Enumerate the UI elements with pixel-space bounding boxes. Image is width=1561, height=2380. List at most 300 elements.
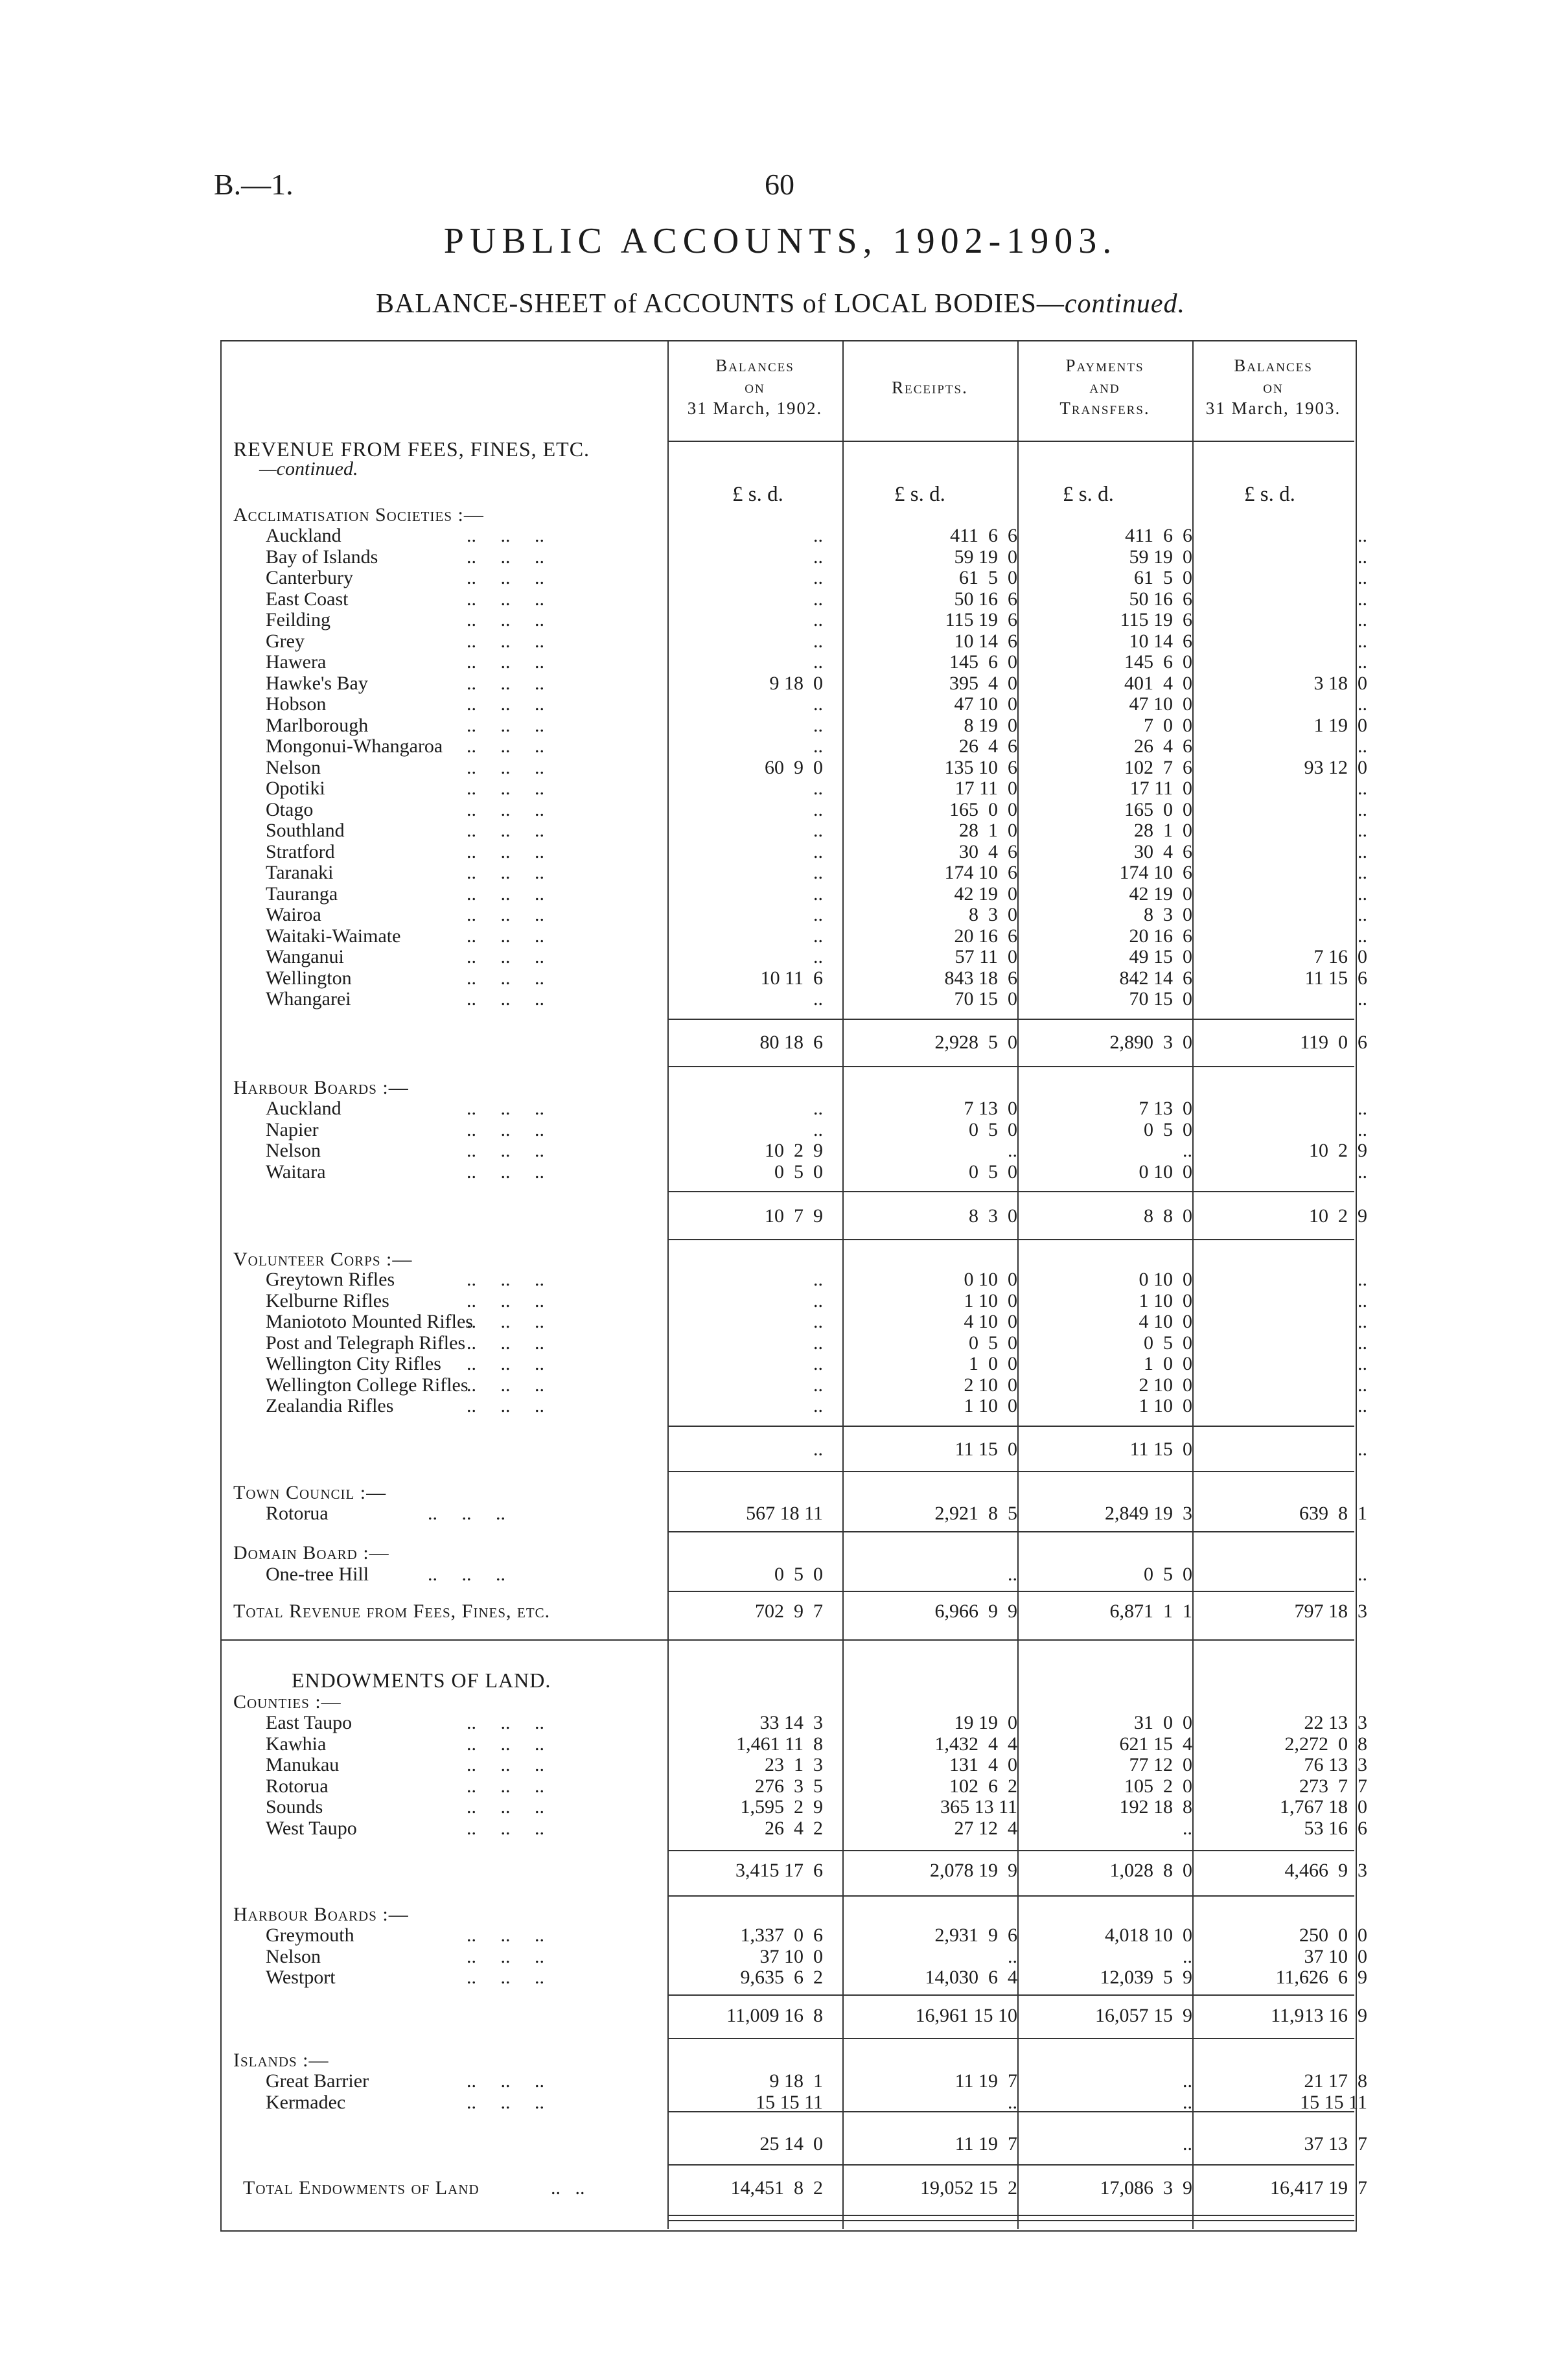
table-row xyxy=(220,2091,1367,2113)
total-cell: 6,966 9 9 xyxy=(934,1600,1017,1622)
subtotal-rule xyxy=(667,1895,1354,1897)
subtotal-row-acclimatisation xyxy=(220,1032,1367,1053)
subtotal-cell: 25 14 0 xyxy=(759,2133,823,2155)
cell-balance-1903: 250 0 0 xyxy=(1299,1924,1367,1946)
total-cell: 14,451 8 2 xyxy=(730,2177,823,2199)
cell-balance-1903: .. xyxy=(1358,820,1367,841)
table-row xyxy=(220,756,1367,778)
cell-receipts: 0 10 0 xyxy=(964,1269,1017,1290)
total-row-endowments xyxy=(220,2177,1367,2199)
cell-balance-1902: .. xyxy=(813,1374,823,1396)
cell-payments: 842 14 6 xyxy=(1119,967,1192,989)
cell-receipts: 8 3 0 xyxy=(969,904,1017,925)
subtotal-rule xyxy=(667,2111,1354,2112)
subtotal-cell: 3,415 17 6 xyxy=(735,1860,823,1881)
cell-balance-1903: .. xyxy=(1358,1311,1367,1332)
cell-balance-1902: 1,461 11 8 xyxy=(736,1733,823,1755)
cell-receipts: 102 6 2 xyxy=(949,1775,1017,1797)
leader-dots: .. .. .. xyxy=(467,904,544,925)
col-head-line: Payments xyxy=(1065,356,1144,375)
group-heading-counties xyxy=(220,1691,1354,1712)
section-title-endowments xyxy=(220,1669,1354,1692)
row-label: Greytown Rifles xyxy=(266,1269,395,1290)
table-row xyxy=(220,1945,1367,1967)
cell-receipts: .. xyxy=(1008,1140,1017,1161)
cell-balance-1903: 7 16 0 xyxy=(1313,946,1367,967)
table-row xyxy=(220,1503,1367,1524)
subtotal-cell: 10 2 9 xyxy=(1309,1205,1367,1227)
table-row xyxy=(220,609,1367,630)
table-row xyxy=(220,2070,1367,2092)
cell-balance-1902: 1,595 2 9 xyxy=(740,1796,823,1818)
row-label: Waitara xyxy=(266,1161,326,1183)
cell-receipts: 115 19 6 xyxy=(945,609,1017,630)
table-row xyxy=(220,1775,1367,1797)
cell-balance-1903: .. xyxy=(1358,1395,1367,1416)
cell-receipts: 57 11 0 xyxy=(954,946,1017,967)
cell-payments: .. xyxy=(1183,2070,1192,2092)
col-head-line: Transfers. xyxy=(1059,399,1150,418)
row-label: Wellington xyxy=(266,967,352,989)
group-heading-acclimatisation xyxy=(220,504,1354,525)
cell-payments: 47 10 0 xyxy=(1129,693,1192,715)
table-row xyxy=(220,672,1367,694)
group-heading-islands xyxy=(220,2050,1354,2070)
leader-dots: .. .. .. xyxy=(467,609,544,630)
cell-balance-1902: .. xyxy=(813,862,823,883)
subtotal-cell: 16,961 15 10 xyxy=(915,2005,1017,2026)
group-heading-text: Harbour Boards :— xyxy=(233,1904,409,1925)
cell-receipts: 174 10 6 xyxy=(944,862,1017,883)
row-label: Bay of Islands xyxy=(266,546,378,568)
leader-dots: .. .. xyxy=(551,2177,585,2199)
col-head-balances-1903 xyxy=(1192,355,1354,419)
cell-balance-1903: .. xyxy=(1358,1161,1367,1183)
page-number: 60 xyxy=(765,168,794,201)
row-label: Wanganui xyxy=(266,946,344,967)
cell-balance-1903: .. xyxy=(1358,735,1367,757)
cell-payments: 17 11 0 xyxy=(1129,778,1192,799)
row-label: Hobson xyxy=(266,693,327,715)
section-continued xyxy=(220,458,1354,479)
table-row xyxy=(220,1098,1367,1119)
group-heading-harbour-endowment xyxy=(220,1904,1354,1924)
leader-dots: .. .. .. xyxy=(467,1289,544,1311)
cell-payments: 165 0 0 xyxy=(1124,798,1192,820)
leader-dots: .. .. .. xyxy=(467,1395,544,1416)
leader-dots: .. .. .. xyxy=(467,967,544,989)
subtotal-cell: 11 15 0 xyxy=(1129,1438,1192,1460)
cell-balance-1903: 11 15 6 xyxy=(1304,967,1367,989)
col-head-payments xyxy=(1017,355,1192,419)
cell-balance-1902: 60 9 0 xyxy=(765,756,823,778)
cell-receipts: 1 0 0 xyxy=(969,1353,1017,1374)
cell-balance-1903: 15 15 11 xyxy=(1300,2091,1367,2113)
subtotal-row-volunteer xyxy=(220,1438,1367,1460)
cell-balance-1903: .. xyxy=(1358,925,1367,947)
subtotal-cell: 37 13 7 xyxy=(1304,2133,1367,2155)
cell-payments: 49 15 0 xyxy=(1129,946,1192,967)
cell-payments: 10 14 6 xyxy=(1129,630,1192,652)
col-head-line: Balances xyxy=(1234,356,1313,375)
row-label: Grey xyxy=(266,630,305,652)
cell-balance-1902: .. xyxy=(813,1289,823,1311)
cell-balance-1902: 1,337 0 6 xyxy=(740,1924,823,1946)
cell-balance-1903: 2,272 0 8 xyxy=(1284,1733,1367,1755)
leader-dots: .. .. .. xyxy=(467,1967,544,1988)
cell-receipts: 50 16 6 xyxy=(954,588,1017,610)
subtotal-cell: 8 8 0 xyxy=(1144,1205,1192,1227)
group-rule xyxy=(667,1531,1354,1532)
table-row xyxy=(220,1733,1367,1755)
cell-balance-1902: 0 5 0 xyxy=(774,1564,823,1585)
unit-label-col2: £ s. d. xyxy=(894,483,945,506)
table-row xyxy=(220,1967,1367,1988)
total-label: Total Revenue from Fees, Fines, etc. xyxy=(233,1600,551,1622)
cell-payments: 192 18 8 xyxy=(1119,1796,1192,1818)
total-cell: 16,417 19 7 xyxy=(1270,2177,1367,2199)
section-title-text: ENDOWMENTS OF LAND. xyxy=(292,1669,551,1692)
cell-receipts: 2,931 9 6 xyxy=(934,1924,1017,1946)
leader-dots: .. .. .. xyxy=(467,567,544,588)
group-heading-volunteer xyxy=(220,1249,1354,1269)
cell-balance-1903: .. xyxy=(1358,1374,1367,1396)
cell-receipts: 131 4 0 xyxy=(949,1754,1017,1775)
subtitle-main: BALANCE-SHEET of ACCOUNTS of LOCAL BODIES— xyxy=(376,289,1065,319)
group-heading-text: Harbour Boards :— xyxy=(233,1077,409,1098)
cell-balance-1902: .. xyxy=(813,651,823,673)
subtotal-cell: 2,078 19 9 xyxy=(930,1860,1017,1881)
cell-balance-1902: .. xyxy=(813,1353,823,1374)
row-label: Westport xyxy=(266,1967,336,1988)
col-head-line: on xyxy=(745,377,765,397)
subtotal-cell: 8 3 0 xyxy=(969,1205,1017,1227)
cell-payments: 1 10 0 xyxy=(1139,1395,1192,1416)
cell-balance-1903: 22 13 3 xyxy=(1304,1712,1367,1733)
subtotal-rule xyxy=(667,1191,1354,1192)
cell-balance-1902: .. xyxy=(813,567,823,588)
row-label: Napier xyxy=(266,1118,319,1140)
subtotal-cell: 11,009 16 8 xyxy=(726,2005,823,2026)
cell-balance-1903: .. xyxy=(1358,840,1367,862)
subtotal-rule xyxy=(667,2038,1354,2039)
cell-payments: 26 4 6 xyxy=(1134,735,1192,757)
cell-receipts: .. xyxy=(1008,1945,1017,1967)
cell-payments: 77 12 0 xyxy=(1129,1754,1192,1775)
cell-balance-1902: .. xyxy=(813,546,823,568)
cell-payments: 31 0 0 xyxy=(1134,1712,1192,1733)
cell-receipts: 7 13 0 xyxy=(964,1098,1017,1119)
cell-balance-1902: .. xyxy=(813,714,823,736)
group-heading-text: Volunteer Corps :— xyxy=(233,1249,413,1270)
row-label: West Taupo xyxy=(266,1817,357,1839)
leader-dots: .. .. .. xyxy=(467,756,544,778)
cell-balance-1903: .. xyxy=(1358,693,1367,715)
cell-balance-1903: .. xyxy=(1358,883,1367,905)
cell-receipts: 395 4 0 xyxy=(949,672,1017,694)
col-head-line: 31 March, 1902. xyxy=(687,399,823,418)
table-row xyxy=(220,967,1367,989)
subtotal-cell: 1,028 8 0 xyxy=(1109,1860,1192,1881)
cell-receipts: 0 5 0 xyxy=(969,1332,1017,1354)
leader-dots: .. .. .. xyxy=(467,525,544,546)
cell-balance-1902: 33 14 3 xyxy=(759,1712,823,1733)
cell-balance-1902: 10 11 6 xyxy=(760,967,823,989)
leader-dots: .. .. .. xyxy=(467,1817,544,1839)
subtotal-cell: 11 19 7 xyxy=(954,2133,1017,2155)
leader-dots: .. .. .. xyxy=(467,1924,544,1946)
cell-payments: 145 6 0 xyxy=(1124,651,1192,673)
cell-balance-1903: .. xyxy=(1358,1269,1367,1290)
row-label: Hawke's Bay xyxy=(266,672,368,694)
group-heading-text: Town Council :— xyxy=(233,1482,387,1503)
cell-payments: 0 10 0 xyxy=(1139,1161,1192,1183)
unit-label-col1: £ s. d. xyxy=(732,483,783,506)
leader-dots: .. .. .. xyxy=(467,1311,544,1332)
leader-dots: .. .. .. xyxy=(467,1775,544,1797)
cell-receipts: 4 10 0 xyxy=(964,1311,1017,1332)
cell-payments: 4,018 10 0 xyxy=(1105,1924,1192,1946)
section-title-revenue xyxy=(220,437,1354,461)
table-row xyxy=(220,798,1367,820)
row-label: Nelson xyxy=(266,1945,321,1967)
row-label: Zealandia Rifles xyxy=(266,1395,394,1416)
leader-dots: .. .. .. xyxy=(467,630,544,652)
cell-balance-1902: .. xyxy=(813,1395,823,1416)
cell-balance-1903: .. xyxy=(1358,525,1367,546)
cell-receipts: 0 5 0 xyxy=(969,1118,1017,1140)
table-row xyxy=(220,1269,1367,1290)
cell-balance-1903: .. xyxy=(1358,1564,1367,1585)
subtotal-row-counties xyxy=(220,1860,1367,1881)
row-label: Mongonui-Whangaroa xyxy=(266,735,443,757)
cell-balance-1902: 23 1 3 xyxy=(765,1754,823,1775)
cell-balance-1903: .. xyxy=(1358,630,1367,652)
unit-label-col3: £ s. d. xyxy=(1063,483,1114,506)
cell-payments: 4 10 0 xyxy=(1139,1311,1192,1332)
leader-dots: .. .. .. xyxy=(467,693,544,715)
cell-receipts: 42 19 0 xyxy=(954,883,1017,905)
table-row xyxy=(220,651,1367,673)
cell-payments: 8 3 0 xyxy=(1144,904,1192,925)
unit-label-col4: £ s. d. xyxy=(1244,483,1295,506)
subtotal-rule xyxy=(667,2164,1354,2166)
subtotal-cell: 4,466 9 3 xyxy=(1284,1860,1367,1881)
leader-dots: .. .. .. xyxy=(467,588,544,610)
row-label: Nelson xyxy=(266,1140,321,1161)
cell-balance-1902: 10 2 9 xyxy=(765,1140,823,1161)
row-label: Manukau xyxy=(266,1754,340,1775)
leader-dots: .. .. .. xyxy=(428,1503,505,1524)
table-row xyxy=(220,1395,1367,1416)
leader-dots: .. .. .. xyxy=(467,1733,544,1755)
cell-balance-1902: .. xyxy=(813,609,823,630)
cell-receipts: 1 10 0 xyxy=(964,1289,1017,1311)
cell-balance-1902: .. xyxy=(813,798,823,820)
subtotal-rule xyxy=(667,1850,1354,1851)
cell-payments: 20 16 6 xyxy=(1129,925,1192,947)
subtotal-cell: 80 18 6 xyxy=(759,1032,823,1053)
cell-receipts: 61 5 0 xyxy=(959,567,1017,588)
row-label: Maniototo Mounted Rifles xyxy=(266,1311,473,1332)
leader-dots: .. .. .. xyxy=(467,1796,544,1818)
leader-dots: .. .. .. xyxy=(467,2070,544,2092)
table-row xyxy=(220,820,1367,841)
cell-payments: 174 10 6 xyxy=(1119,862,1192,883)
cell-payments: 42 19 0 xyxy=(1129,883,1192,905)
row-label: Whangarei xyxy=(266,988,351,1010)
cell-payments: 115 19 6 xyxy=(1120,609,1192,630)
cell-balance-1903: 273 7 7 xyxy=(1299,1775,1367,1797)
cell-balance-1902: .. xyxy=(813,925,823,947)
cell-balance-1903: .. xyxy=(1358,1118,1367,1140)
leader-dots: .. .. .. xyxy=(467,1945,544,1967)
table-row xyxy=(220,1140,1367,1161)
table-row xyxy=(220,693,1367,715)
cell-balance-1903: 93 12 0 xyxy=(1304,756,1367,778)
cell-payments: 59 19 0 xyxy=(1129,546,1192,568)
cell-balance-1903: .. xyxy=(1358,546,1367,568)
cell-balance-1902: .. xyxy=(813,988,823,1010)
cell-payments: 0 5 0 xyxy=(1144,1564,1192,1585)
cell-balance-1903: 10 2 9 xyxy=(1309,1140,1367,1161)
cell-balance-1903: .. xyxy=(1358,1332,1367,1354)
table-row xyxy=(220,1161,1367,1183)
subtitle-continued: continued. xyxy=(1064,289,1185,319)
cell-balance-1902: 15 15 11 xyxy=(756,2091,823,2113)
subtotal-cell: 2,928 5 0 xyxy=(934,1032,1017,1053)
cell-payments: .. xyxy=(1183,2091,1192,2113)
cell-receipts: 135 10 6 xyxy=(944,756,1017,778)
table-row xyxy=(220,778,1367,799)
table-row xyxy=(220,946,1367,967)
cell-receipts: 14,030 6 4 xyxy=(925,1967,1017,1988)
leader-dots: .. .. .. xyxy=(467,1332,544,1354)
cell-payments: .. xyxy=(1183,1945,1192,1967)
cell-receipts: .. xyxy=(1008,2091,1017,2113)
cell-payments: 401 4 0 xyxy=(1124,672,1192,694)
cell-payments: 0 5 0 xyxy=(1144,1332,1192,1354)
subtotal-row-harbour-endowment xyxy=(220,2005,1367,2026)
group-rule xyxy=(667,1591,1354,1592)
col-head-line: 31 March, 1903. xyxy=(1205,399,1341,418)
cell-balance-1902: .. xyxy=(813,1311,823,1332)
subtotal-rule xyxy=(667,1019,1354,1020)
table-row xyxy=(220,546,1367,568)
leader-dots: .. .. .. xyxy=(467,925,544,947)
row-label: Nelson xyxy=(266,756,321,778)
leader-dots: .. .. .. xyxy=(467,820,544,841)
leader-dots: .. .. .. xyxy=(467,2091,544,2113)
cell-balance-1902: 0 5 0 xyxy=(774,1161,823,1183)
row-label: Auckland xyxy=(266,525,341,546)
cell-balance-1903: .. xyxy=(1358,567,1367,588)
subtotal-cell: 2,890 3 0 xyxy=(1109,1032,1192,1053)
group-heading-text: Islands :— xyxy=(233,2050,329,2071)
cell-balance-1903: .. xyxy=(1358,988,1367,1010)
cell-payments: 621 15 4 xyxy=(1119,1733,1192,1755)
cell-receipts: 27 12 4 xyxy=(954,1817,1017,1839)
cell-receipts: 19 19 0 xyxy=(954,1712,1017,1733)
leader-dots: .. .. .. xyxy=(467,883,544,905)
group-heading-domain-board xyxy=(220,1542,1354,1563)
cell-receipts: .. xyxy=(1008,1564,1017,1585)
row-label: Greymouth xyxy=(266,1924,354,1946)
group-heading-harbour-revenue xyxy=(220,1077,1354,1098)
cell-payments: .. xyxy=(1183,1140,1192,1161)
total-cell: 797 18 3 xyxy=(1294,1600,1367,1622)
table-row xyxy=(220,630,1367,652)
leader-dots: .. .. .. xyxy=(467,1161,544,1183)
table-row xyxy=(220,904,1367,925)
cell-balance-1902: .. xyxy=(813,840,823,862)
row-label: East Taupo xyxy=(266,1712,353,1733)
cell-receipts: 1,432 4 4 xyxy=(934,1733,1017,1755)
cell-receipts: 47 10 0 xyxy=(954,693,1017,715)
cell-payments: 30 4 6 xyxy=(1134,840,1192,862)
cell-balance-1902: .. xyxy=(813,693,823,715)
cell-payments: 28 1 0 xyxy=(1134,820,1192,841)
cell-receipts: 145 6 0 xyxy=(949,651,1017,673)
cell-receipts: 843 18 6 xyxy=(944,967,1017,989)
cell-balance-1902: .. xyxy=(813,1332,823,1354)
section-title-text: REVENUE FROM FEES, FINES, ETC. xyxy=(233,437,590,461)
table-row xyxy=(220,925,1367,947)
bottom-rule xyxy=(667,2215,1354,2216)
cell-payments: 105 2 0 xyxy=(1124,1775,1192,1797)
row-label: Kawhia xyxy=(266,1733,327,1755)
cell-payments: 61 5 0 xyxy=(1134,567,1192,588)
row-label: Southland xyxy=(266,820,345,841)
cell-payments: 0 5 0 xyxy=(1144,1118,1192,1140)
cell-balance-1902: .. xyxy=(813,630,823,652)
col-head-line: and xyxy=(1089,377,1120,397)
leader-dots: .. .. .. xyxy=(467,1353,544,1374)
cell-receipts: 2,921 8 5 xyxy=(934,1503,1017,1524)
page-title: PUBLIC ACCOUNTS, 1902-1903. xyxy=(443,221,1118,261)
row-label: Stratford xyxy=(266,840,335,862)
cell-payments: 7 13 0 xyxy=(1139,1098,1192,1119)
section-continued-text: —continued. xyxy=(259,458,358,479)
cell-payments: 1 0 0 xyxy=(1144,1353,1192,1374)
cell-balance-1903: .. xyxy=(1358,1289,1367,1311)
cell-balance-1902: 9 18 1 xyxy=(769,2070,823,2092)
cell-payments: 2 10 0 xyxy=(1139,1374,1192,1396)
section-rule xyxy=(220,1639,1354,1641)
cell-payments: 70 15 0 xyxy=(1129,988,1192,1010)
cell-balance-1903: .. xyxy=(1358,862,1367,883)
row-label: Taranaki xyxy=(266,862,334,883)
leader-dots: .. .. .. xyxy=(467,1374,544,1396)
cell-payments: 0 10 0 xyxy=(1139,1269,1192,1290)
table-row xyxy=(220,714,1367,736)
leader-dots: .. .. .. xyxy=(467,546,544,568)
row-label: Auckland xyxy=(266,1098,341,1119)
cell-balance-1903: 21 17 8 xyxy=(1304,2070,1367,2092)
cell-receipts: 2 10 0 xyxy=(964,1374,1017,1396)
cell-balance-1903: .. xyxy=(1358,651,1367,673)
cell-balance-1903: .. xyxy=(1358,609,1367,630)
subtotal-cell: 10 7 9 xyxy=(765,1205,823,1227)
leader-dots: .. .. .. xyxy=(467,1118,544,1140)
cell-balance-1902: 9,635 6 2 xyxy=(740,1967,823,1988)
table-row xyxy=(220,1332,1367,1354)
cell-balance-1903: .. xyxy=(1358,1353,1367,1374)
row-label: Wairoa xyxy=(266,904,321,925)
table-row xyxy=(220,1754,1367,1775)
table-row xyxy=(220,735,1367,757)
subtotal-rule xyxy=(667,1066,1354,1067)
